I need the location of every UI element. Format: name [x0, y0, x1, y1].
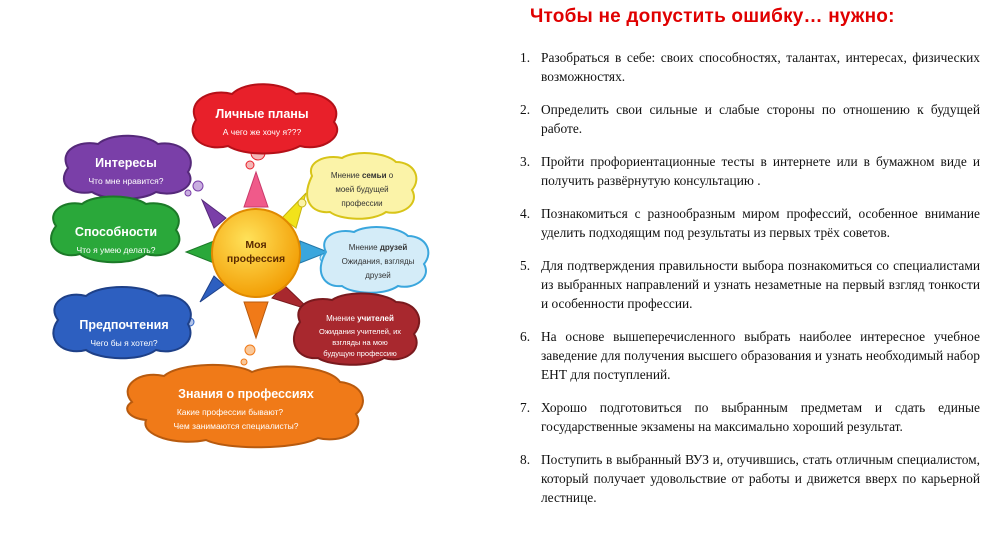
step-text: Познакомиться с разнообразным миром профессий, особенное внимание уделить подходящим под результаты из первых трёх советов. — [541, 206, 980, 240]
bubble-friends-opinion — [320, 227, 428, 293]
center-label-line1: Моя — [245, 239, 267, 251]
knowledge-title: Знания о профессиях — [178, 387, 314, 401]
page-heading: Чтобы не допустить ошибку… нужно: — [530, 6, 895, 27]
center-label-line2: профессия — [226, 253, 286, 265]
knowledge-line2: Чем занимаются специалисты? — [173, 421, 299, 431]
step-text: Пройти профориентационные тесты в интернете или в бумажном виде и получить развёрнутую консультацию . — [541, 154, 980, 188]
family-line2: профессии — [341, 199, 383, 208]
step-item — [505, 204, 980, 242]
bubble-personal-plans — [193, 84, 338, 169]
knowledge-line1: Какие профессии бывают? — [176, 407, 284, 417]
abilities-subtitle: Что я умею делать? — [76, 245, 156, 255]
teachers-line3: будущую профессию — [323, 349, 397, 358]
step-text: Разобраться в себе: своих способностях, талантах, интересах, физических возможностях. — [541, 50, 980, 84]
bubble-teachers-opinion — [294, 293, 419, 364]
friends-line1: Ожидания, взгляды — [341, 257, 415, 266]
preferences-title: Предпочтения — [79, 318, 169, 332]
step-text: Определить свои сильные и слабые стороны по отношению к будущей работе. — [541, 102, 980, 136]
bubble-abilities — [51, 197, 179, 263]
family-line1: моей будущей — [335, 185, 389, 194]
steps-list — [505, 48, 980, 521]
step-number: 4. — [520, 206, 531, 221]
step-item — [505, 48, 980, 86]
abilities-title: Способности — [74, 225, 158, 239]
step-number: 3. — [520, 154, 531, 169]
step-text: На основе вышеперечисленного выбрать наиболее интересное учебное заведение для получения высшего образования и узнать необходимый набор ЕНТ для поступлений. — [541, 329, 980, 382]
step-number: 7. — [520, 400, 531, 415]
friends-title: Мнение друзей — [348, 243, 408, 252]
plans-title: Личные планы — [215, 107, 309, 121]
step-number: 1. — [520, 50, 531, 65]
career-choice-diagram — [0, 0, 440, 547]
step-item — [505, 327, 980, 384]
ray-bottom — [244, 302, 268, 338]
step-text: Поступить в выбранный ВУЗ и, отучившись, стать отличным специалистом, который получает удовольствие от работы и движется вверх по карьерной лестнице. — [541, 452, 980, 505]
step-item — [505, 450, 980, 507]
step-item — [505, 152, 980, 190]
step-item — [505, 256, 980, 313]
step-text: Хорошо подготовиться по выбранным предметам и сдать единые государственные экзамены на максимально хороший результат. — [541, 400, 980, 434]
family-title: Мнение семьи о — [330, 171, 394, 180]
step-number: 6. — [520, 329, 531, 344]
bubble-preferences — [53, 287, 194, 358]
bubble-family-opinion — [298, 153, 416, 219]
step-number: 5. — [520, 258, 531, 273]
interests-title: Интересы — [95, 156, 157, 170]
ray-top — [244, 172, 268, 207]
bubble-interests — [64, 136, 203, 199]
step-item — [505, 398, 980, 436]
step-text: Для подтверждения правильности выбора познакомиться со специалистами из выбранных направлений и узнать незаметные на первый взгляд тонкости и особенности профессии. — [541, 258, 980, 311]
teachers-line2: взгляды на мою — [332, 338, 388, 347]
interests-subtitle: Что мне нравится? — [88, 176, 164, 186]
teachers-title: Мнение учителей — [326, 314, 394, 323]
step-item — [505, 100, 980, 138]
teachers-line1: Ожидания учителей, их — [318, 327, 402, 336]
plans-subtitle: А чего же хочу я??? — [222, 127, 302, 137]
ray-left — [186, 241, 214, 263]
friends-line2: друзей — [365, 271, 391, 280]
preferences-subtitle: Чего бы я хотел? — [90, 338, 158, 348]
step-number: 2. — [520, 102, 531, 117]
step-number: 8. — [520, 452, 531, 467]
